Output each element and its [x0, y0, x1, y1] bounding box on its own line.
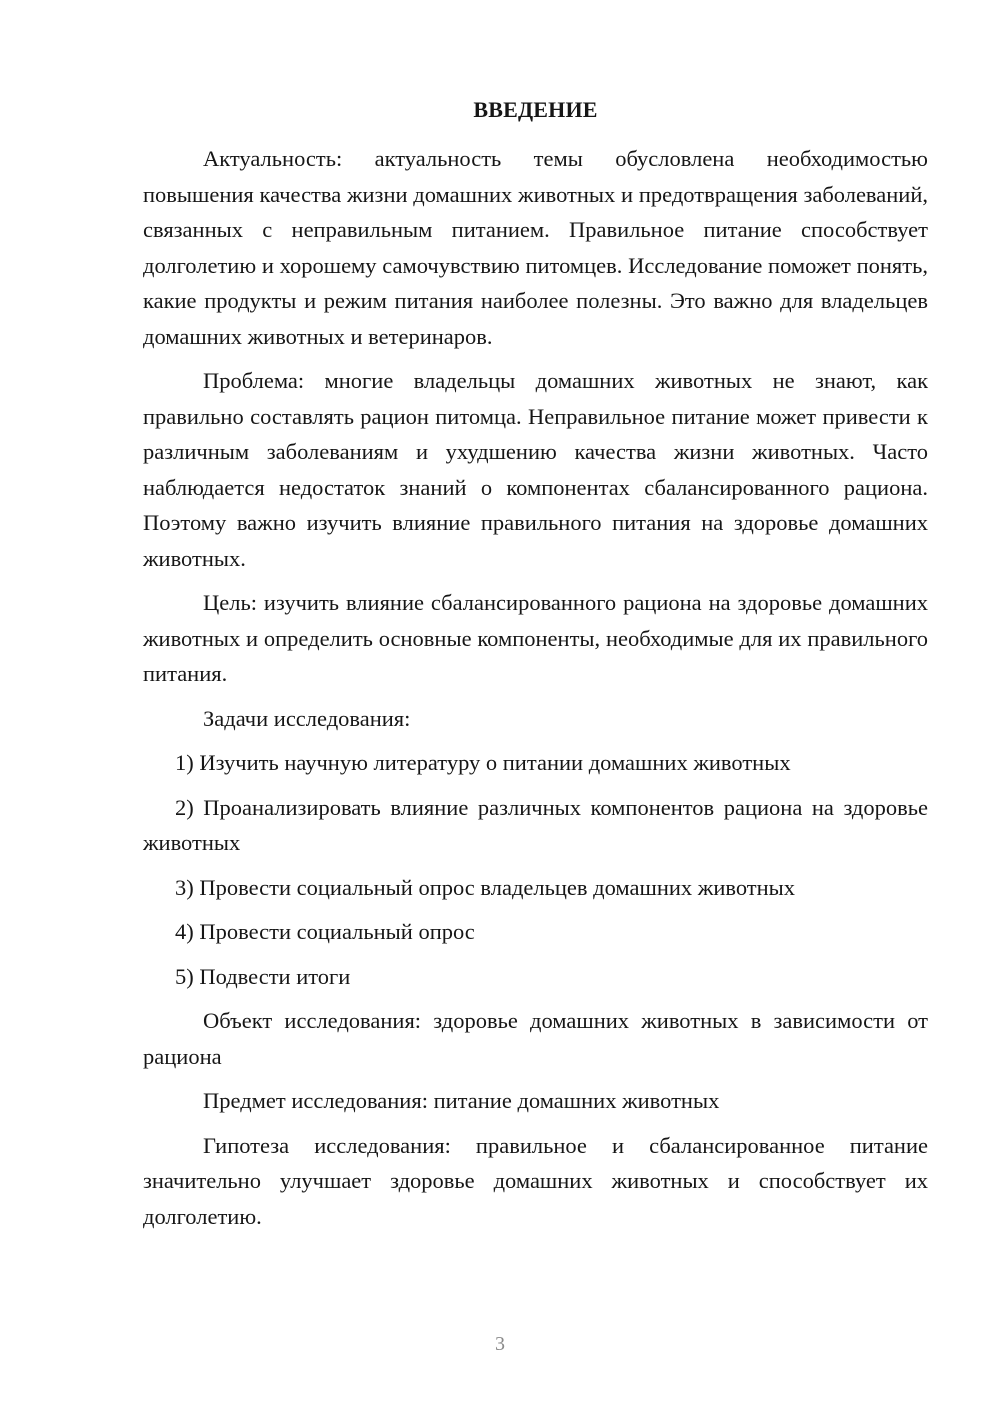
task-item: 2) Проанализировать влияние различных компонентов рациона на здоровье животных	[143, 794, 928, 855]
object-paragraph: Объект исследования: здоровье домашних животных в зависимости от рациона	[143, 1008, 928, 1069]
page-number: 3	[495, 1333, 505, 1355]
task-item: 1) Изучить научную литературу о питании домашних животных	[175, 750, 791, 775]
hypothesis-paragraph: Гипотеза исследования: правильное и сбалансированное питание значительно улучшает здоровье домашних животных и способствует их долголетию.	[143, 1132, 928, 1229]
goal-paragraph: Цель: изучить влияние сбалансированного рациона на здоровье домашних животных и определить основные компоненты, необходимые для их правильного питания.	[143, 590, 928, 686]
tasks-title: Задачи исследования:	[203, 705, 411, 731]
task-item: 4) Провести социальный опрос	[175, 919, 475, 944]
task-item: 3) Провести социальный опрос владельцев домашних животных	[175, 874, 796, 900]
subject-paragraph: Предмет исследования: питание домашних животных	[203, 1088, 720, 1113]
task-item: 5) Подвести итоги	[175, 963, 351, 989]
tasks-list	[143, 745, 928, 994]
problem-paragraph: Проблема: многие владельцы домашних животных не знают, как правильно составлять рацион питомца. Неправильное питание может привести к различным заболеваниям и ухудшению качества жизни животных. Часто наблюдается недостаток знаний о компонентах сбалансированного рациона. Поэтому важно изучить влияние правильного питания на здоровье домашних животных.	[143, 368, 928, 571]
relevance-paragraph: Актуальность: актуальность темы обусловлена необходимостью повышения качества жизни домашних животных и предотвращения заболеваний, связанных с неправильным питанием. Правильное питание способствует долголетию и хорошему самочувствию питомцев. Исследование поможет понять, какие продукты и режим питания наиболее полезны. Это важно для владельцев домашних животных и ветеринаров.	[143, 146, 928, 349]
page-content	[143, 95, 928, 1243]
section-heading: ВВЕДЕНИЕ	[473, 97, 598, 122]
